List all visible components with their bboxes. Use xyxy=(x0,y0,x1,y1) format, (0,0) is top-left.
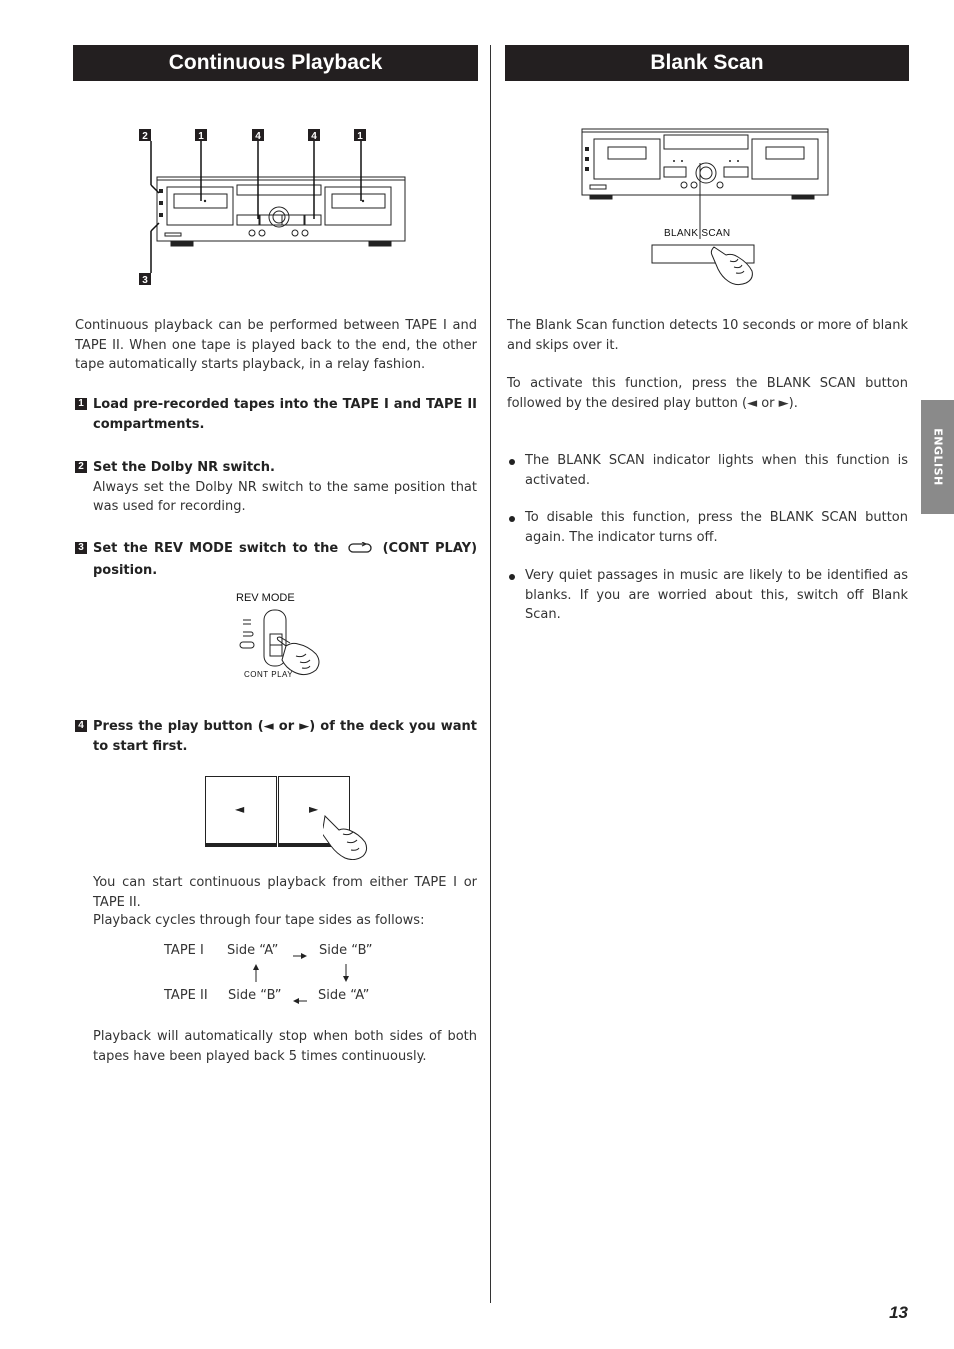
step-1 xyxy=(75,395,477,434)
reverse-arrow-icon: ◄ xyxy=(235,802,245,816)
arrow-up-icon xyxy=(251,963,261,987)
callout-1b-text: 1 xyxy=(357,131,363,142)
callout-4a-text: 4 xyxy=(255,131,261,142)
page-number: 13 xyxy=(889,1303,908,1322)
cont-play-label: CONT PLAY xyxy=(244,670,294,679)
blank-scan-deck-illustration xyxy=(580,127,830,292)
step-4-number: 4 xyxy=(75,720,87,732)
cycle-tape2-side2: Side “A” xyxy=(318,988,370,1003)
step-2 xyxy=(75,458,477,517)
step-3-text-post: (CONT PLAY) position. xyxy=(93,541,478,578)
step-3-text xyxy=(93,539,477,580)
cycle-tape2-label: TAPE II xyxy=(164,988,208,1003)
cycle-tape2-side1: Side “B” xyxy=(228,988,282,1003)
cycle-tape1-side2: Side “B” xyxy=(319,943,373,958)
continuous-playback-title: Continuous Playback xyxy=(168,51,383,74)
blank-scan-para-1: The Blank Scan function detects 10 seconds or more of blank and skips over it. xyxy=(507,318,908,353)
step-1-text: Load pre-recorded tapes into the TAPE I and TAPE II compartments. xyxy=(93,397,477,432)
step-3-text-pre: Set the REV MODE switch to the xyxy=(93,541,339,556)
bullet-1 xyxy=(507,451,908,490)
continuous-playback-header xyxy=(73,45,478,81)
bullet-3 xyxy=(507,566,908,625)
rev-mode-label: REV MODE xyxy=(236,592,295,604)
bullet-2-text: To disable this function, press the BLANK SCAN button again. The indicator turns off. xyxy=(525,510,908,545)
step-4 xyxy=(75,717,477,756)
step-3 xyxy=(75,539,477,580)
bullet-dot xyxy=(509,516,515,522)
blank-scan-header xyxy=(505,45,909,81)
arrow-down-icon xyxy=(341,963,351,987)
cycle-tape1-label: TAPE I xyxy=(164,943,204,958)
callout-3-text: 3 xyxy=(142,275,148,286)
deck-figure-right xyxy=(580,127,830,292)
after-para-2: Playback cycles through four tape sides as follows: xyxy=(93,913,425,928)
blank-scan-title: Blank Scan xyxy=(650,51,764,74)
rev-mode-switch-illustration xyxy=(230,590,340,682)
closing-para: Playback will automatically stop when both sides of both tapes have been played back 5 times continuously. xyxy=(93,1029,477,1064)
after-para-1: You can start continuous playback from either TAPE I or TAPE II. xyxy=(93,875,477,910)
bullet-3-text: Very quiet passages in music are likely to be identified as blanks. If you are worried about this, switch off Blank Scan. xyxy=(525,568,908,622)
pointing-hand-icon xyxy=(323,812,383,860)
language-tab xyxy=(921,400,954,514)
play-buttons-figure xyxy=(205,776,375,858)
arrow-right-icon xyxy=(292,946,308,965)
cassette-deck-illustration xyxy=(137,127,411,289)
play-reverse-button[interactable] xyxy=(205,776,277,847)
callout-2-text: 2 xyxy=(142,131,148,142)
callout-1a-text: 1 xyxy=(198,131,204,142)
cont-play-symbol-icon xyxy=(348,541,372,561)
column-divider xyxy=(490,45,491,1303)
forward-arrow-icon: ► xyxy=(309,802,319,816)
bullet-1-text: The BLANK SCAN indicator lights when this function is activated. xyxy=(525,453,908,488)
bullet-dot xyxy=(509,574,515,580)
blank-scan-label: BLANK SCAN xyxy=(664,228,731,239)
callout-4b-text: 4 xyxy=(311,131,317,142)
step-3-number: 3 xyxy=(75,542,87,554)
blank-scan-para-2: To activate this function, press the BLANK SCAN button followed by the desired play button (◄ or ►). xyxy=(507,376,908,411)
language-tab-label: ENGLISH xyxy=(931,428,944,486)
step-1-number: 1 xyxy=(75,398,87,410)
step-4-text: Press the play button (◄ or ►) of the deck you want to start first. xyxy=(93,719,477,754)
bullet-2 xyxy=(507,508,908,547)
step-2-desc: Always set the Dolby NR switch to the same position that was used for recording. xyxy=(93,479,477,514)
cycle-tape1-side1: Side “A” xyxy=(227,943,279,958)
continuous-intro: Continuous playback can be performed between TAPE I and TAPE II. When one tape is played back to the end, the other tape automatically starts playback, in a relay fashion. xyxy=(75,318,477,372)
bullet-dot xyxy=(509,459,515,465)
rev-mode-figure xyxy=(230,590,340,682)
step-2-text: Set the Dolby NR switch. xyxy=(93,460,275,475)
step-2-number: 2 xyxy=(75,461,87,473)
deck-figure-left xyxy=(137,127,411,289)
arrow-left-icon xyxy=(292,991,308,1010)
